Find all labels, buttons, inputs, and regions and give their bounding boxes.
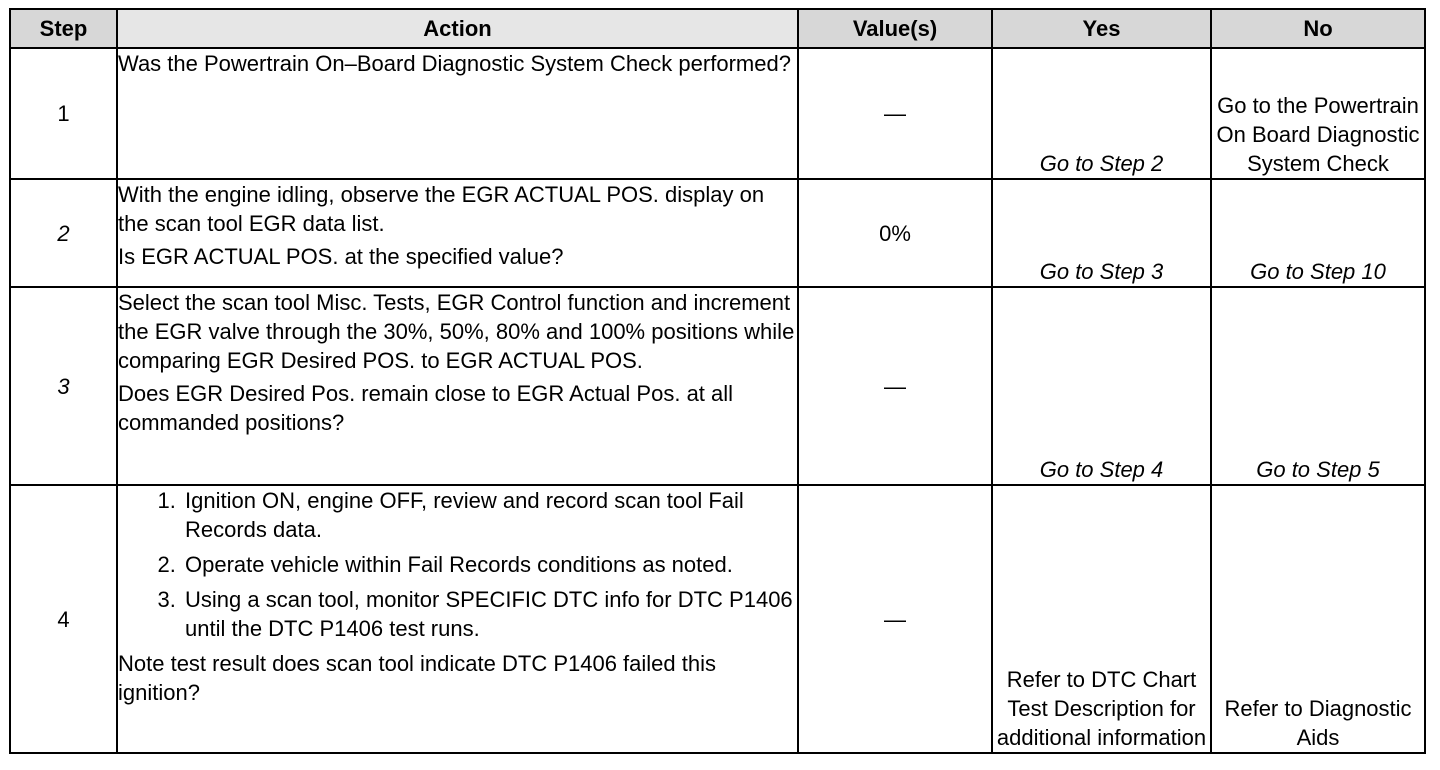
action-cell: [117, 48, 798, 179]
diagnostic-table: [9, 8, 1426, 754]
value-cell: —: [798, 287, 992, 485]
no-cell: Go to the Powertrain On Board Diagnostic System Check: [1211, 48, 1425, 179]
action-steps-list: [118, 486, 797, 643]
no-cell: Go to Step 10: [1211, 179, 1425, 287]
value-cell: 0%: [798, 179, 992, 287]
no-cell: Go to Step 5: [1211, 287, 1425, 485]
action-question: Is EGR ACTUAL POS. at the specified value?: [118, 244, 564, 269]
action-note: Note test result does scan tool indicate DTC P1406 failed this ignition?: [118, 651, 716, 705]
action-text: Select the scan tool Misc. Tests, EGR Control function and increment the EGR valve through the 30%, 50%, 80% and 100% positions while comparing EGR Desired POS. to EGR ACTUAL POS.: [118, 290, 795, 373]
step-number: 2: [10, 179, 117, 287]
table-row: [10, 48, 1425, 179]
header-yes: Yes: [992, 9, 1211, 48]
action-text: Was the Powertrain On–Board Diagnostic System Check performed?: [118, 51, 791, 76]
table-row: [10, 287, 1425, 485]
header-row: [10, 9, 1425, 48]
action-text: With the engine idling, observe the EGR ACTUAL POS. display on the scan tool EGR data list.: [118, 182, 765, 236]
list-item: 3. Using a scan tool, monitor SPECIFIC DTC info for DTC P1406 until the DTC P1406 test runs.: [182, 585, 797, 643]
yes-cell: Go to Step 2: [992, 48, 1211, 179]
yes-cell: Go to Step 4: [992, 287, 1211, 485]
step-number: 4: [10, 485, 117, 753]
value-cell: —: [798, 48, 992, 179]
action-question: Does EGR Desired Pos. remain close to EGR Actual Pos. at all commanded positions?: [118, 381, 734, 435]
action-cell: [117, 287, 798, 485]
header-action: Action: [117, 9, 798, 48]
yes-cell: Refer to DTC Chart Test Description for additional information: [992, 485, 1211, 753]
action-cell: [117, 485, 798, 753]
yes-cell: Go to Step 3: [992, 179, 1211, 287]
step-number: 3: [10, 287, 117, 485]
header-values: Value(s): [798, 9, 992, 48]
header-no: No: [1211, 9, 1425, 48]
table-row: [10, 485, 1425, 753]
table-row: [10, 179, 1425, 287]
action-cell: [117, 179, 798, 287]
no-cell: Refer to Diagnostic Aids: [1211, 485, 1425, 753]
list-item: 1. Ignition ON, engine OFF, review and record scan tool Fail Records data.: [182, 486, 797, 544]
header-step: Step: [10, 9, 117, 48]
step-number: 1: [10, 48, 117, 179]
list-item: 2. Operate vehicle within Fail Records conditions as noted.: [182, 550, 797, 579]
value-cell: —: [798, 485, 992, 753]
